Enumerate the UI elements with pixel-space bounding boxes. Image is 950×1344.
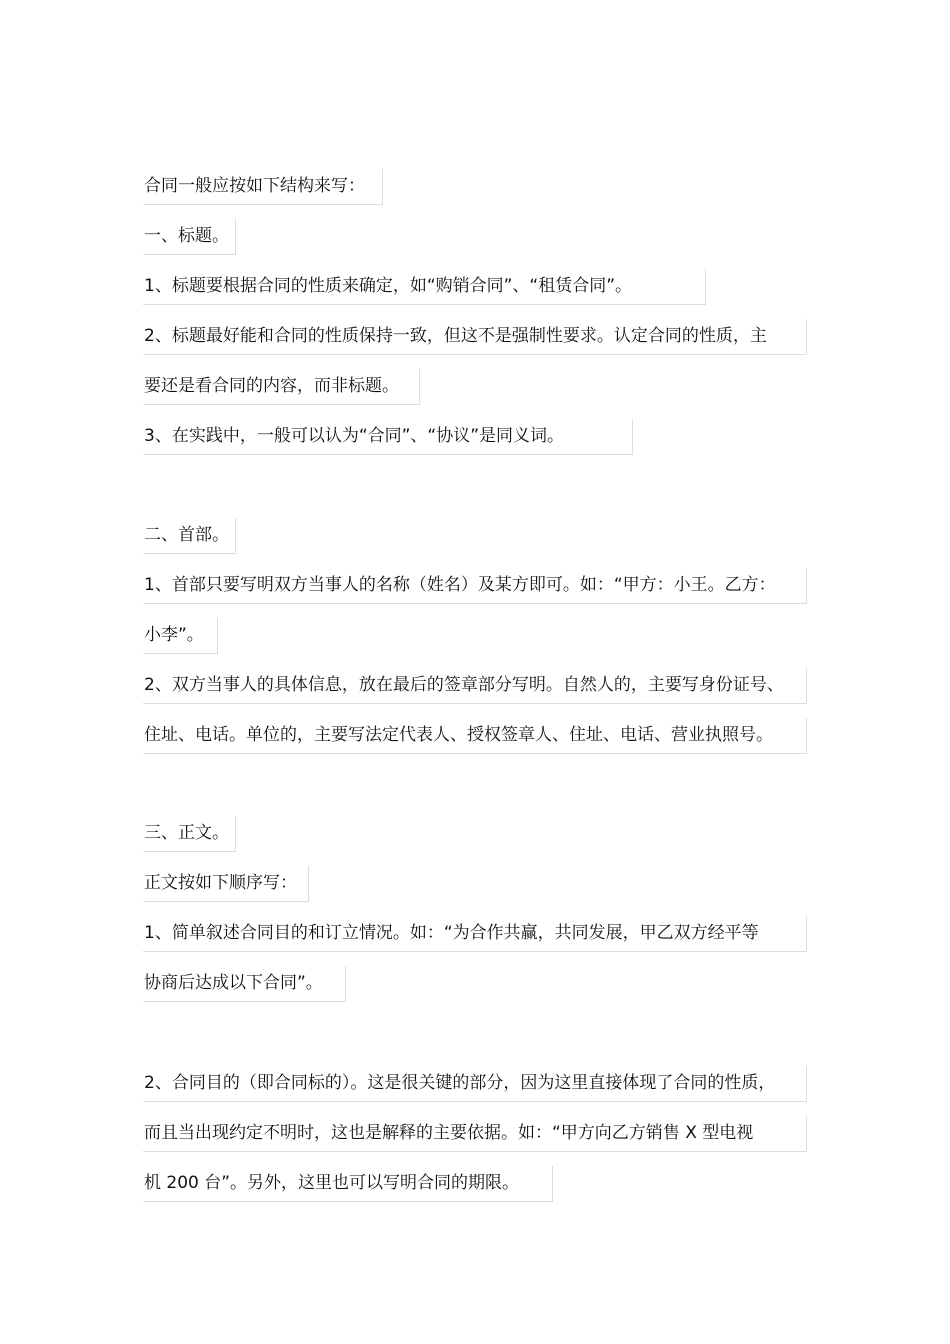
title-item-2-line-1: 2、标题最好能和合同的性质保持一致，但这不是强制性要求。认定合同的性质，主 [143, 319, 807, 355]
heading-header-section: 二、首部。 [143, 518, 236, 554]
body-intro-line: 正文按如下顺序写： [143, 866, 309, 902]
title-item-1: 1、标题要根据合同的性质来确定，如“购销合同”、“租赁合同”。 [143, 269, 706, 305]
body-item-1-line-2: 协商后达成以下合同”。 [143, 966, 346, 1002]
header-item-1-line-1: 1、首部只要写明双方当事人的名称（姓名）及某方即可。如：“甲方：小王。乙方： [143, 568, 807, 604]
header-item-2-line-2: 住址、电话。单位的，主要写法定代表人、授权签章人、住址、电话、营业执照号。 [143, 718, 807, 754]
intro-line: 合同一般应按如下结构来写： [143, 169, 383, 205]
heading-body-section: 三、正文。 [143, 816, 236, 852]
body-item-1-line-1: 1、简单叙述合同目的和订立情况。如：“为合作共赢，共同发展，甲乙双方经平等 [143, 916, 807, 952]
body-item-2-line-3: 机 200 台”。另外，这里也可以写明合同的期限。 [143, 1166, 553, 1202]
header-item-1-line-2: 小李”。 [143, 618, 218, 654]
title-item-3: 3、在实践中，一般可以认为“合同”、“协议”是同义词。 [143, 419, 633, 455]
title-item-2-line-2: 要还是看合同的内容，而非标题。 [143, 369, 420, 405]
header-item-2-line-1: 2、双方当事人的具体信息，放在最后的签章部分写明。自然人的，主要写身份证号、 [143, 668, 807, 704]
body-item-2-line-1: 2、合同目的（即合同标的）。这是很关键的部分，因为这里直接体现了合同的性质， [143, 1066, 807, 1102]
body-item-2-line-2: 而且当出现约定不明时，这也是解释的主要依据。如：“甲方向乙方销售 X 型电视 [143, 1116, 807, 1152]
heading-title-section: 一、标题。 [143, 219, 236, 255]
